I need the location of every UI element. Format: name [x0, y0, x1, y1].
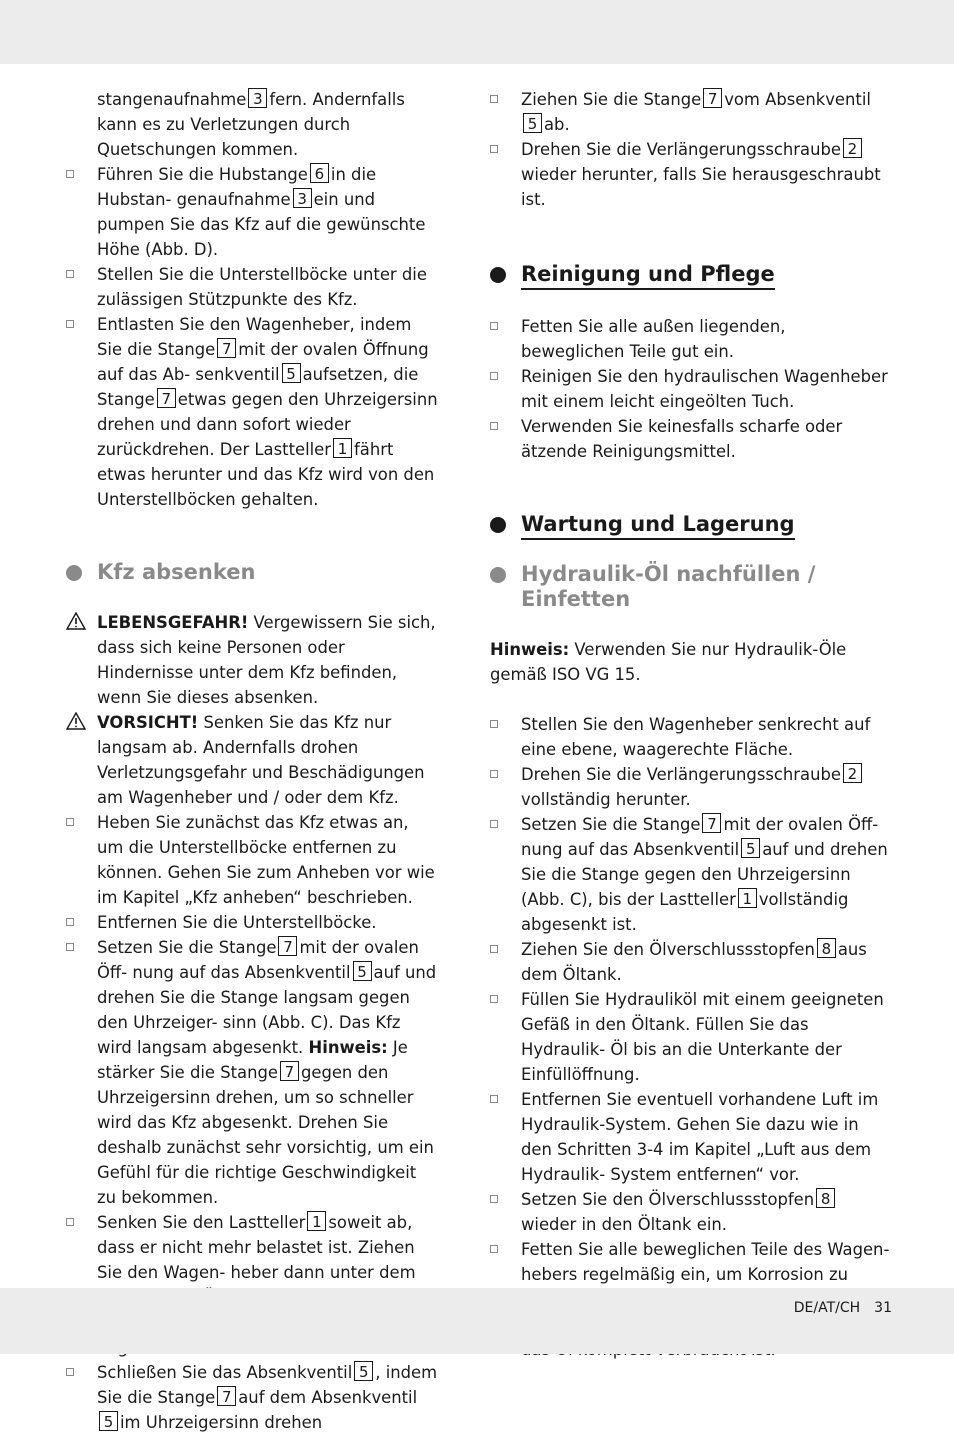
list-item: [490, 987, 892, 1087]
section-heading: [66, 560, 438, 585]
text: Verwenden Sie keinesfalls scharfe oder ätzende Reinigungsmittel.: [521, 417, 843, 461]
checkbox-bullet-icon: [490, 945, 498, 953]
text: etwas gegen den Uhrzeigersinn drehen und dann sofort wieder zurückdrehen. Der Lastteller: [97, 390, 438, 459]
part-ref: 3: [293, 188, 312, 208]
part-ref: 3: [248, 88, 267, 108]
list-item: [66, 935, 438, 1210]
section-heading: [490, 512, 892, 537]
checkbox-bullet-icon: [490, 372, 498, 380]
page-footer: [780, 1300, 892, 1316]
text: Ziehen Sie den Ölverschlussstopfen: [521, 940, 815, 959]
part-ref: 7: [278, 936, 297, 956]
list-item: [490, 364, 892, 414]
heading-bullet-icon: [490, 267, 506, 283]
list-item: [66, 810, 438, 910]
list-item: [490, 712, 892, 762]
warning-triangle-icon: [66, 712, 86, 730]
warning-triangle-icon: [66, 612, 86, 630]
part-ref: 1: [307, 1211, 326, 1231]
text: wieder herunter, falls Sie herausgeschraubt ist.: [521, 165, 881, 209]
header-band: [0, 0, 954, 64]
part-ref: 7: [703, 88, 722, 108]
text: Stellen Sie den Wagenheber senkrecht auf eine ebene, waagerechte Fläche.: [521, 715, 871, 759]
part-ref: 8: [816, 1188, 835, 1208]
list-item: [490, 414, 892, 464]
text: aufsetzen, die Stange: [97, 365, 419, 409]
checkbox-bullet-icon: [66, 320, 74, 328]
part-ref: 5: [741, 838, 760, 858]
text: Führen Sie die Hubstange: [97, 165, 308, 184]
note-paragraph: [490, 637, 892, 687]
heading-text: Wartung und Lagerung: [521, 512, 795, 540]
checkbox-bullet-icon: [66, 170, 74, 178]
text: Je stärker Sie die Stange: [97, 1038, 408, 1082]
text: Schließen Sie das Absenkventil: [97, 1363, 353, 1382]
part-ref: 5: [354, 1361, 373, 1381]
list-item: [490, 1187, 892, 1237]
footer-band: [0, 1288, 954, 1354]
text: auf und drehen Sie die Stange gegen den Uhrzeigersinn (Abb. C), bis der Lastteller: [521, 840, 888, 909]
text: mit der ovalen Öff- nung auf das Absenkventil: [521, 815, 879, 859]
heading-text: Hydraulik-Öl nachfüllen / Einfetten: [521, 562, 816, 611]
checkbox-bullet-icon: [66, 918, 74, 926]
text: Senken Sie den Lastteller: [97, 1213, 306, 1232]
text: Entlasten Sie den Wagenheber, indem Sie die Stange: [97, 315, 412, 359]
part-ref: 5: [99, 1411, 118, 1431]
part-ref: 5: [282, 363, 301, 383]
part-ref: 2: [843, 138, 862, 158]
text: Ziehen Sie die Stange: [521, 90, 702, 109]
left-column: [66, 87, 438, 1435]
part-ref: 5: [353, 961, 372, 981]
note-label: Hinweis:: [308, 1038, 388, 1057]
text: mit der ovalen Öff- nung auf das Absenkventil: [97, 938, 419, 982]
text: Setzen Sie den Ölverschlussstopfen: [521, 1190, 815, 1209]
text: Entfernen Sie eventuell vorhandene Luft im Hydraulik-System. Gehen Sie dazu wie in den Schritten 3-4 im Kapitel „Luft aus dem Hydraulik- System entfernen“ vor.: [521, 1090, 879, 1184]
list-item-continuation: [66, 87, 438, 162]
region-label: DE/AT/CH: [793, 1300, 861, 1316]
text: Setzen Sie die Stange: [97, 938, 277, 957]
list-item: [66, 162, 438, 262]
text: fährt etwas herunter und das Kfz wird von den Unterstellböcken gehalten.: [97, 440, 435, 509]
part-ref: 2: [843, 763, 862, 783]
warning-block: [66, 610, 438, 710]
text: in die Hubstan- genaufnahme: [97, 165, 377, 209]
text: Drehen Sie die Verlängerungsschraube: [521, 765, 841, 784]
checkbox-bullet-icon: [490, 322, 498, 330]
part-ref: 7: [702, 813, 721, 833]
text: auf und drehen Sie die Stange langsam gegen den Uhrzeiger- sinn (Abb. C). Das Kfz wird langsam abgesenkt.: [97, 963, 437, 1057]
note-label: Hinweis:: [490, 640, 570, 659]
checkbox-bullet-icon: [66, 943, 74, 951]
text: Verwenden Sie nur Hydraulik-Öle gemäß ISO VG 15.: [490, 640, 847, 684]
heading-bullet-icon: [490, 567, 506, 583]
text: im Uhrzeigersinn drehen: [120, 1413, 323, 1432]
checkbox-bullet-icon: [490, 145, 498, 153]
text: vollständig herunter.: [521, 790, 691, 809]
text: Fetten Sie alle beweglichen Teile des Wagen- hebers regelmäßig ein, um Korrosion zu: [521, 1240, 890, 1284]
text: Heben Sie zunächst das Kfz etwas an, um die Unterstellböcke entfernen zu können. Gehen Sie zum Anheben vor wie im Kapitel „Kfz anheben“ beschrieben.: [97, 813, 435, 907]
list-item: [490, 1087, 892, 1187]
checkbox-bullet-icon: [490, 1195, 498, 1203]
text: wieder in den Öltank ein.: [521, 1215, 727, 1234]
text: vom Absenkventil: [724, 90, 871, 109]
list-item: [490, 937, 892, 987]
checkbox-bullet-icon: [490, 720, 498, 728]
checkbox-bullet-icon: [490, 422, 498, 430]
heading-text: Reinigung und Pflege: [521, 262, 775, 290]
text: Drehen Sie die Verlängerungsschraube: [521, 140, 841, 159]
text: fern. Andernfalls kann es zu Verletzungen durch Quetschungen kommen.: [97, 90, 405, 159]
checkbox-bullet-icon: [66, 1218, 74, 1226]
list-item: [490, 812, 892, 937]
part-ref: 7: [280, 1061, 299, 1081]
text: ab.: [544, 115, 570, 134]
list-item: [490, 137, 892, 212]
checkbox-bullet-icon: [490, 1245, 498, 1253]
caution-label: VORSICHT!: [97, 713, 199, 732]
checkbox-bullet-icon: [66, 818, 74, 826]
text: stangenaufnahme: [97, 90, 247, 109]
list-item: [490, 314, 892, 364]
checkbox-bullet-icon: [66, 1368, 74, 1376]
text: Stellen Sie die Unterstellböcke unter die zulässigen Stützpunkte des Kfz.: [97, 265, 427, 309]
text: mit der ovalen Öffnung auf das Ab- senkventil: [97, 340, 429, 384]
part-ref: 1: [738, 888, 757, 908]
section-heading: [490, 262, 892, 287]
list-item: [66, 910, 438, 935]
part-ref: 5: [523, 113, 542, 133]
checkbox-bullet-icon: [490, 1095, 498, 1103]
text: Senken Sie das Kfz nur langsam ab. Andernfalls drohen Verletzungsgefahr und Beschädigungen am Wagenheber und / oder dem Kfz.: [97, 713, 425, 807]
text: vollständig abgesenkt ist.: [521, 890, 849, 934]
text: Entfernen Sie die Unterstellböcke.: [97, 913, 377, 932]
text: Fetten Sie alle außen liegenden, beweglichen Teile gut ein.: [521, 317, 786, 361]
list-item: [490, 87, 892, 137]
list-item: [66, 312, 438, 512]
checkbox-bullet-icon: [490, 770, 498, 778]
part-ref: 6: [310, 163, 329, 183]
text: , indem Sie die Stange: [97, 1363, 438, 1407]
checkbox-bullet-icon: [490, 995, 498, 1003]
text: Füllen Sie Hydrauliköl mit einem geeigneten Gefäß in den Öltank. Füllen Sie das Hydraulik- Öl bis an die Unterkante der Einfüllöffnung.: [521, 990, 884, 1084]
heading-text: Kfz absenken: [97, 560, 256, 584]
list-item: [490, 762, 892, 812]
subsection-heading: [490, 562, 892, 612]
checkbox-bullet-icon: [490, 95, 498, 103]
page-number: 31: [874, 1300, 892, 1316]
text: Reinigen Sie den hydraulischen Wagenheber mit einem leicht eingeölten Tuch.: [521, 367, 888, 411]
checkbox-bullet-icon: [490, 820, 498, 828]
text: ein und pumpen Sie das Kfz auf die gewünschte Höhe (Abb. D).: [97, 190, 426, 259]
part-ref: 8: [817, 938, 836, 958]
list-item: [66, 1360, 438, 1435]
heading-bullet-icon: [66, 565, 82, 581]
list-item: [66, 262, 438, 312]
text: gegen den Uhrzeigersinn drehen, um so schneller wird das Kfz abgesenkt. Drehen Sie deshalb zunächst sehr vorsichtig, um ein Gefühl für die richtige Geschwindigkeit zu bekommen.: [97, 1063, 434, 1207]
caution-block: [66, 710, 438, 810]
text: Setzen Sie die Stange: [521, 815, 701, 834]
text: aus dem Öltank.: [521, 940, 867, 984]
text: auf dem Absenkventil: [238, 1388, 418, 1407]
part-ref: 1: [333, 438, 352, 458]
part-ref: 7: [217, 1386, 236, 1406]
part-ref: 7: [157, 388, 176, 408]
checkbox-bullet-icon: [66, 270, 74, 278]
heading-bullet-icon: [490, 517, 506, 533]
text: soweit ab, dass er nicht mehr belastet ist. Ziehen Sie den Wagen- heber dann unter dem: [97, 1213, 416, 1282]
warning-label: LEBENSGEFAHR!: [97, 613, 249, 632]
text: Vergewissern Sie sich, dass sich keine Personen oder Hindernisse unter dem Kfz befinden, wenn Sie dieses absenken.: [97, 613, 436, 707]
right-column: [490, 87, 892, 1362]
part-ref: 7: [217, 338, 236, 358]
